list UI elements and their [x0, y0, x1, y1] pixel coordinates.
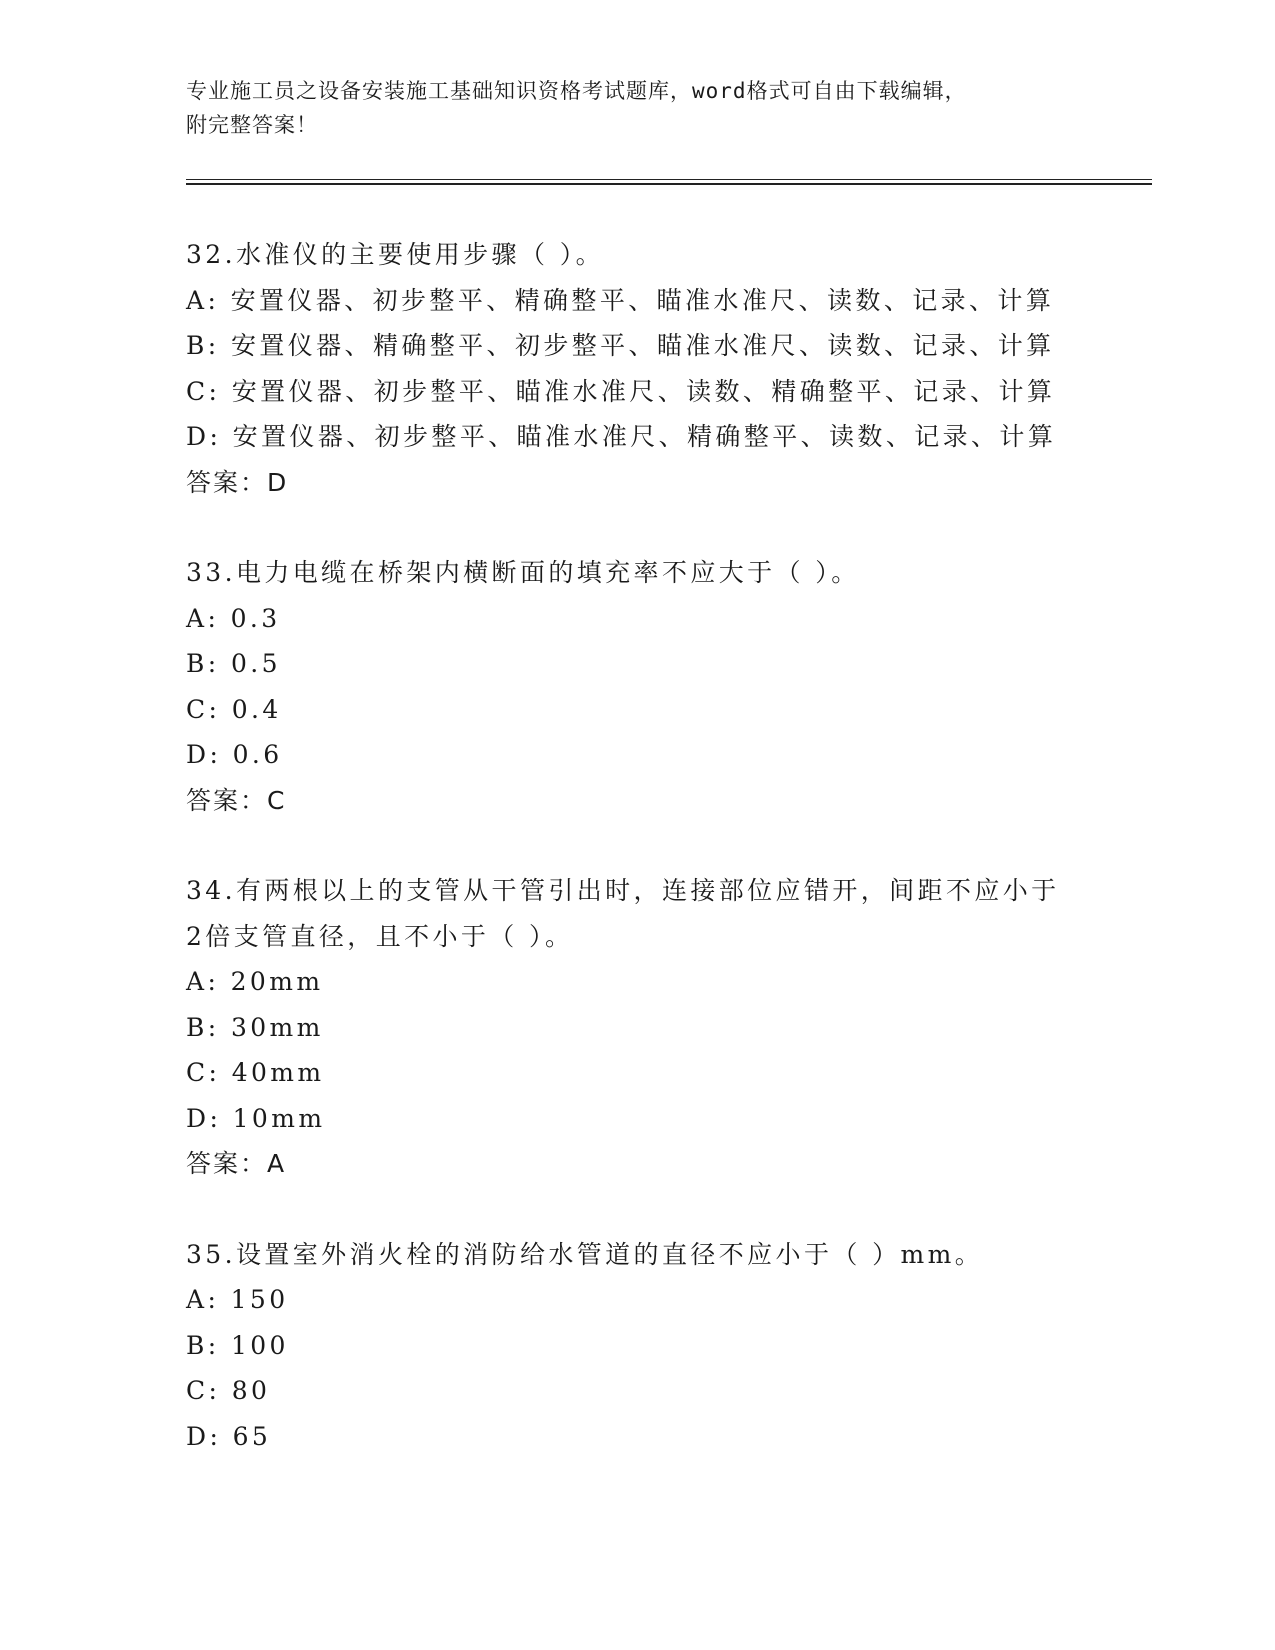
question-33	[186, 550, 1146, 823]
option-c: C: 0.4	[186, 694, 282, 724]
question-stem-continued: 2倍支管直径，且不小于（ ）。	[186, 921, 574, 951]
question-stem: 34.有两根以上的支管从干管引出时，连接部位应错开，间距不应小于	[186, 876, 1060, 905]
option-c: C: 80	[186, 1376, 271, 1405]
option-b: B: 0.5	[186, 649, 281, 678]
question-35	[186, 1232, 1146, 1460]
option-d: D: 10mm	[186, 1103, 326, 1133]
header-line-2: 附完整答案！	[186, 113, 318, 137]
answer: 答案：C	[186, 785, 287, 815]
option-d: D: 0.6	[186, 740, 283, 769]
question-stem: 33.电力电缆在桥架内横断面的填充率不应大于（ ）。	[186, 558, 860, 587]
answer: 答案：D	[186, 467, 289, 497]
option-a: A: 150	[186, 1285, 289, 1314]
option-a: A: 0.3	[186, 603, 281, 633]
header-divider-thin	[186, 179, 1152, 180]
option-c: C: 安置仪器、初步整平、瞄准水准尺、读数、精确整平、记录、计算	[186, 376, 1056, 406]
option-b: B: 30mm	[186, 1012, 324, 1042]
option-a: A: 20mm	[186, 967, 324, 996]
question-32	[186, 232, 1146, 505]
option-b: B: 安置仪器、精确整平、初步整平、瞄准水准尺、读数、记录、计算	[186, 331, 1055, 360]
question-list	[186, 232, 1146, 1459]
option-d: D: 65	[186, 1421, 272, 1451]
header-line-1: 专业施工员之设备安装施工基础知识资格考试题库，word格式可自由下载编辑，	[186, 79, 967, 103]
document-header	[186, 74, 1086, 142]
answer: 答案：A	[186, 1149, 287, 1178]
header-divider-thick	[186, 183, 1152, 185]
question-stem: 35.设置室外消火栓的消防给水管道的直径不应小于（ ）mm。	[186, 1239, 984, 1269]
option-d: D: 安置仪器、初步整平、瞄准水准尺、精确整平、读数、记录、计算	[186, 422, 1057, 451]
option-b: B: 100	[186, 1330, 289, 1360]
option-a: A: 安置仪器、初步整平、精确整平、瞄准水准尺、读数、记录、计算	[186, 285, 1055, 315]
question-34	[186, 868, 1146, 1187]
option-c: C: 40mm	[186, 1058, 325, 1087]
question-stem: 32.水准仪的主要使用步骤（ ）。	[186, 240, 605, 269]
